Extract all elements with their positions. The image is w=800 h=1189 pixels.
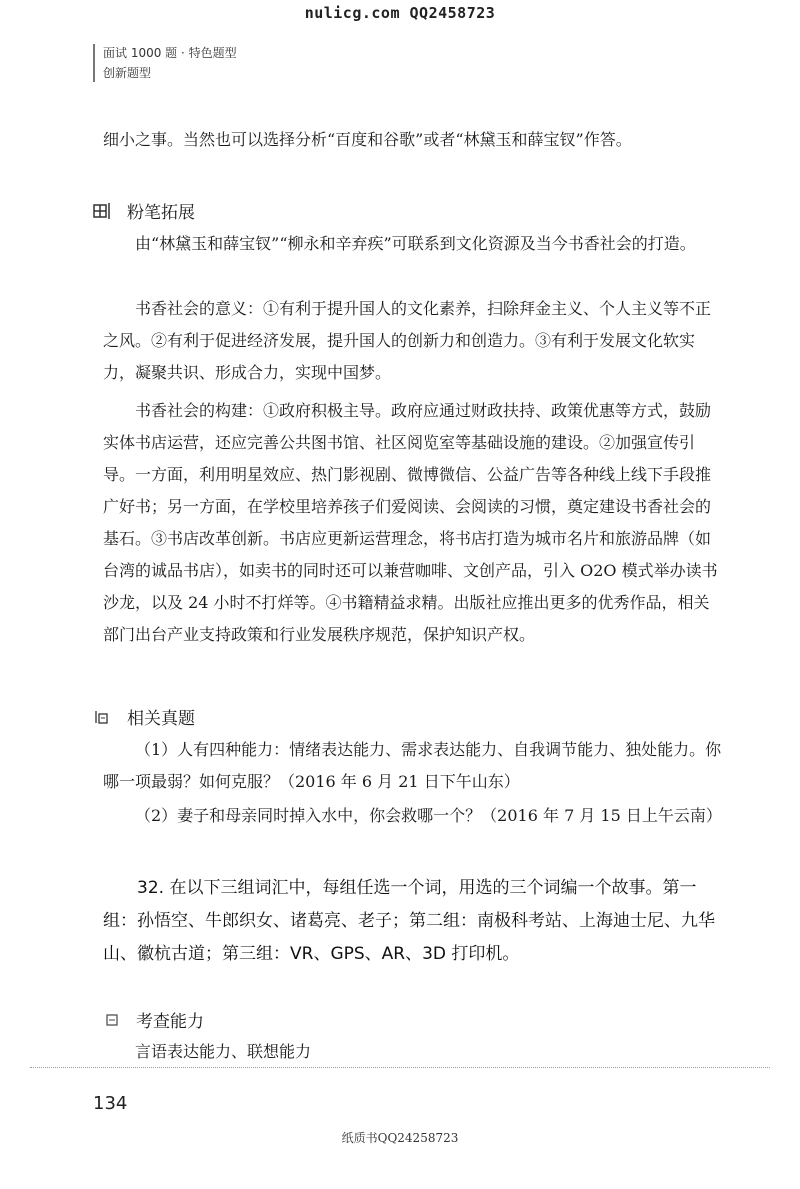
footer-divider bbox=[30, 1067, 770, 1068]
section-related-heading bbox=[93, 704, 195, 729]
section-ability-title: 考查能力 bbox=[136, 1012, 204, 1032]
running-header-title: 面试 1000 题 · 特色题型 bbox=[103, 46, 237, 60]
fenbi-paragraph-3: 书香社会的构建：①政府积极主导。政府应通过财政扶持、政策优惠等方式，鼓励实体书店运营，还应完善公共图书馆、社区阅览室等基础设施的建设。②加强宣传引导。一方面，利用明星效应、热门影视剧、微博微信、公益广告等各种线上线下手段推广好书；另一方面，在学校里培养孩子们爱阅读、会阅读的习惯，奠定建设书香社会的基石。③书店改革创新。书店应更新运营理念，将书店打造为城市名片和旅游品牌（如台湾的诚品书店），如卖书的同时还可以兼营咖啡、文创产品，引入 O2O 模式举办读书沙龙，以及 24 小时不打烊等。④书籍精益求精。出版社应推出更多的优秀作品，相关部门出台产业支持政策和行业发展秩序规范，保护知识产权。 bbox=[103, 401, 718, 644]
question-32: 32. 在以下三组词汇中，每组任选一个词，用选的三个词编一个故事。第一组：孙悟空、牛郎织女、诸葛亮、老子；第二组：南极科考站、上海迪士尼、九华山、徽杭古道；第三组：VR、GPS、AR、3D 打印机。 bbox=[103, 878, 715, 964]
page-number: 134 bbox=[93, 1093, 128, 1114]
watermark-bottom: 纸质书QQ24258723 bbox=[341, 1131, 459, 1145]
related-question-2: （2）妻子和母亲同时掉入水中，你会救哪一个？（2016 年 7 月 15 日上午云南） bbox=[135, 806, 722, 825]
intro-line: 细小之事。当然也可以选择分析“百度和谷歌”或者“林黛玉和薛宝钗”作答。 bbox=[103, 130, 632, 149]
section-fenbi-title: 粉笔拓展 bbox=[127, 203, 195, 223]
checklist-icon bbox=[106, 1014, 118, 1026]
header-rule bbox=[93, 44, 95, 82]
fenbi-paragraph-2: 书香社会的意义：①有利于提升国人的文化素养，扫除拜金主义、个人主义等不正之风。②有利于促进经济发展，提升国人的创新力和创造力。③有利于发展文化软实力，凝聚共识、形成合力，实现中国梦。 bbox=[103, 299, 712, 382]
section-ability-heading bbox=[106, 1007, 204, 1032]
document-icon bbox=[93, 709, 109, 725]
running-header-subtitle: 创新题型 bbox=[103, 66, 152, 80]
fenbi-paragraph-1: 由“林黛玉和薛宝钗”“柳永和辛弃疾”可联系到文化资源及当今书香社会的打造。 bbox=[135, 234, 696, 253]
section-related-title: 相关真题 bbox=[127, 709, 195, 729]
section-fenbi-heading bbox=[93, 198, 195, 223]
ability-text: 言语表达能力、联想能力 bbox=[135, 1042, 312, 1061]
related-question-1: （1）人有四种能力：情绪表达能力、需求表达能力、自我调节能力、独处能力。你哪一项最弱？如何克服？（2016 年 6 月 21 日下午山东） bbox=[103, 740, 722, 791]
expand-icon bbox=[93, 201, 113, 221]
watermark-top: nulicg.com QQ2458723 bbox=[304, 4, 496, 22]
